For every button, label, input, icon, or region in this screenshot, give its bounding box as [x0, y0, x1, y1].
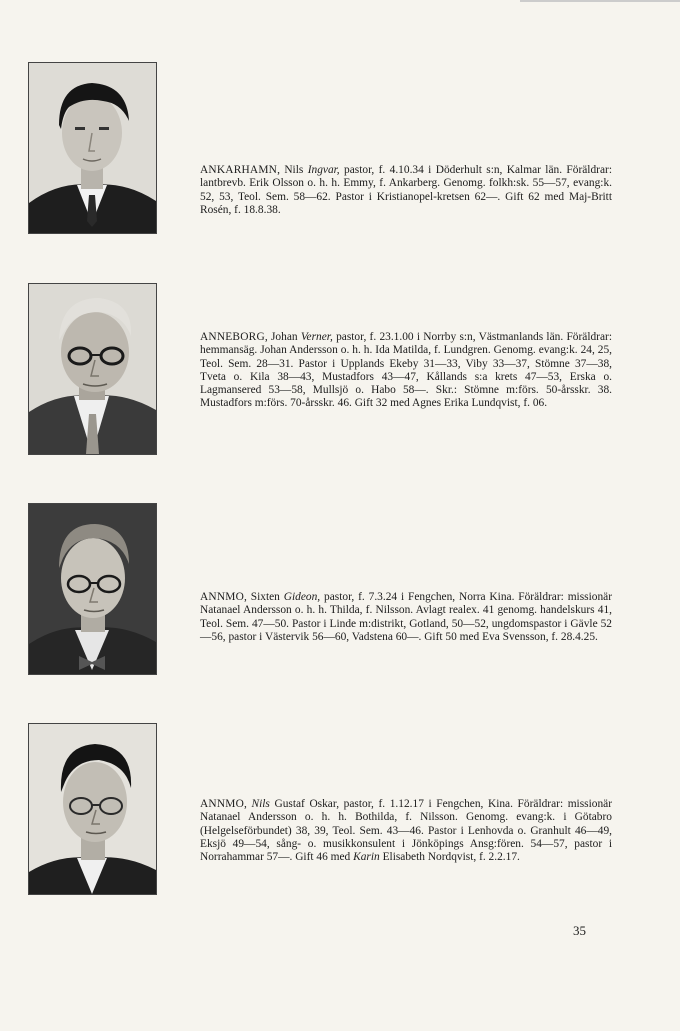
- entry-ankarhamn: [28, 62, 612, 234]
- portrait-man-glasses-bowtie: [29, 504, 156, 674]
- page-edge-rule: [520, 0, 680, 2]
- biography-text: ANNMO, Sixten Gideon, pastor, f. 7.3.24 i Fengchen, Norra Kina. Föräldrar: missionär Natanael Andersson o. h. h. Thilda, f. Nilsson. Avlagt realex. 41 genomg. handelskurs 41, Teol. Sem. 47—50. Pastor i Linde m:distrikt, Gotland, 50—52, ungdomspastor i Gävle 52—56, pastor i Västervik 56—60, Vadstena 60—. Gift 50 med Eva Svensson, f. 28.4.25.: [200, 591, 612, 643]
- biography-text: ANNMO, Nils Gustaf Oskar, pastor, f. 1.12.17 i Fengchen, Kina. Föräldrar: missionär Natanael Andersson o. h. h. Bothilda, f. Nilsson. Genomg. evang:k. i Götabro (Helgelseförbundet) 38, 39, Teol. Sem. 43—46. Pastor i Lenhovda o. Granhult 46—49, Eksjö 49—54, sång- o. musikkonsulent i Jönköpings Ansg:fören. 54—57, pastor i Norrahammar 57—. Gift 46 med Karin Elisabeth Nordqvist, f. 2.2.17.: [200, 798, 612, 864]
- page-number: 35: [573, 923, 586, 938]
- entry-annmo-nils: [28, 723, 612, 895]
- portrait-young-man: [29, 63, 156, 233]
- biography-text: ANKARHAMN, Nils Ingvar, pastor, f. 4.10.34 i Döderhult s:n, Kalmar län. Föräldrar: lantbrevb. Erik Olsson o. h. h. Emmy, f. Ankarberg. Genomg. folkh:sk. 55—57, evang:k. 52, 53, Teol. Sem. 58—62. Pastor i Kristianopel-kretsen 62—. Gift 62 med Maj-Britt Rosén, f. 18.8.38.: [200, 164, 612, 216]
- portrait-photo: [28, 62, 157, 234]
- entry-annmo-sixten: [28, 503, 612, 675]
- entry-anneborg: [28, 283, 612, 455]
- portrait-man-glasses-dark-hair: [29, 724, 156, 894]
- portrait-photo: [28, 503, 157, 675]
- biography-text: ANNEBORG, Johan Verner, pastor, f. 23.1.00 i Norrby s:n, Västmanlands län. Föräldrar: hemmansäg. Johan Andersson o. h. h. Ida Matilda, f. Lundgren. Genomg. evang:k. 24, 25, Teol. Sem. 28—31. Pastor i Upplands Ekeby 31—33, Viby 33—37, Stömne 37—38, Tveta o. Kila 38—43, Mustadfors 43—47, Kållands s:a krets 47—53, Erska o. Lagmansered 53—58, Mullsjö o. Habo 58—. Skr.: Stömne m:förs. 50-årsskr. 38. Mustadfors m:förs. 70-årsskr. 46. Gift 32 med Agnes Erika Lundqvist, f. 06.: [200, 331, 612, 410]
- portrait-photo: [28, 723, 157, 895]
- portrait-older-man-glasses: [29, 284, 156, 454]
- portrait-photo: [28, 283, 157, 455]
